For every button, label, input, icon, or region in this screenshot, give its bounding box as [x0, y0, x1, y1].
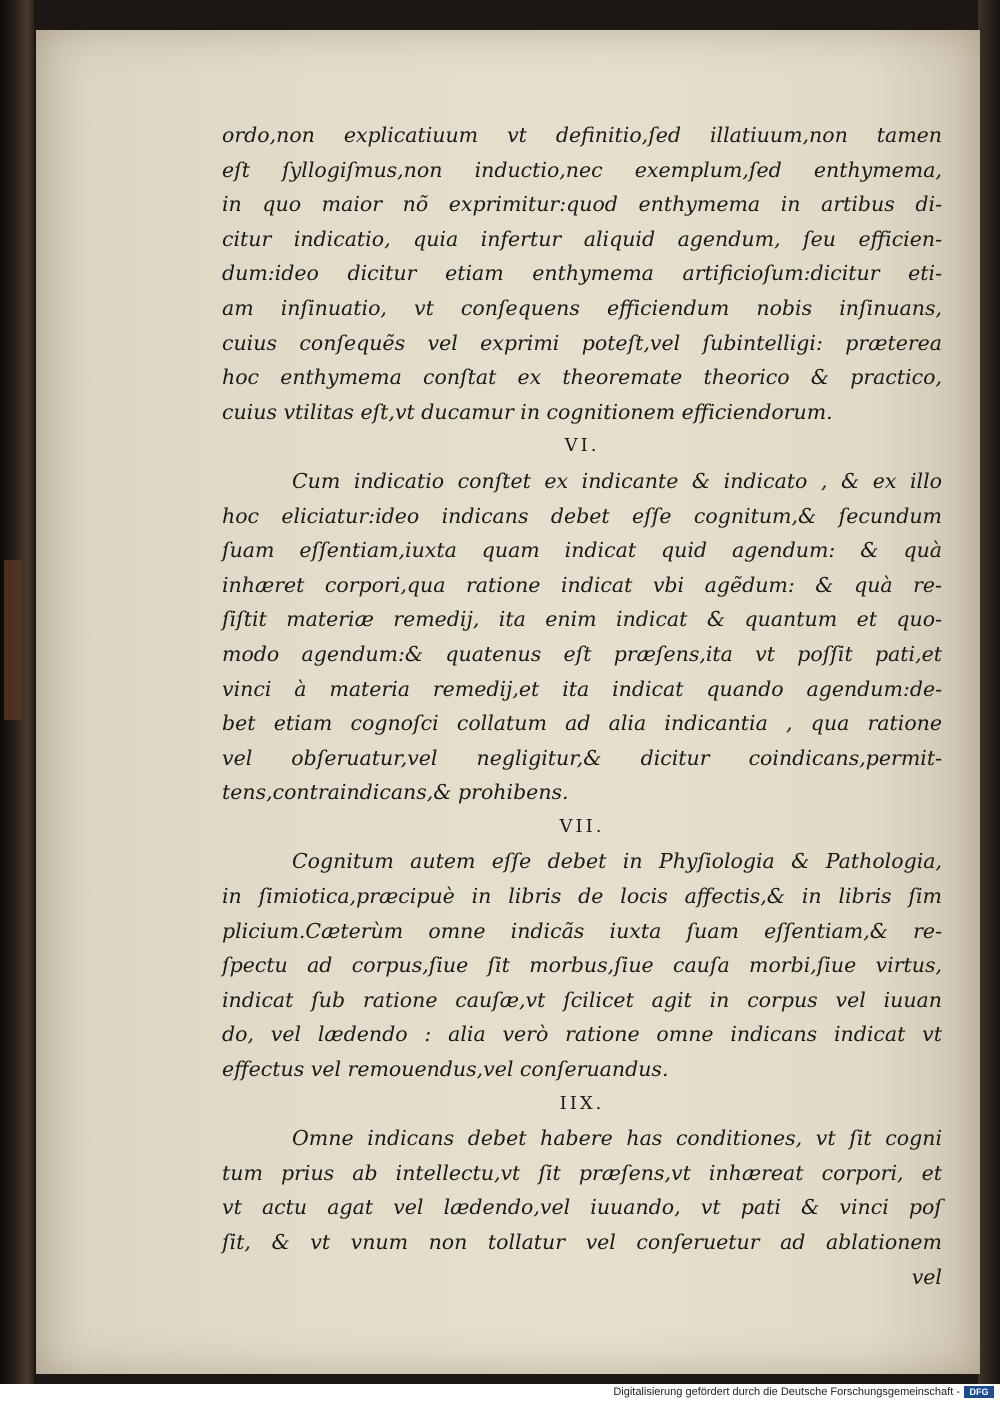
section-heading: VII.	[559, 815, 605, 837]
text-line: vel obſeruatur,vel negligitur,& dicitur coindicans,permit-	[222, 745, 942, 770]
section-heading: VI.	[564, 435, 600, 457]
text-line: ſpectu ad corpus,ſiue ſit morbus,ſiue cauſa morbi,ſiue virtus,	[222, 953, 942, 978]
text-line: ſit, & vt vnum non tollatur vel conſeruetur ad ablationem	[222, 1230, 942, 1254]
text-line: tens,contraindicans,& prohibens.	[222, 780, 569, 805]
text-line: vt actu agat vel lӕdendo,vel iuuando, vt pati & vinci poſ	[222, 1195, 942, 1220]
text-line: hoc eliciatur:ideo indicans debet eſſe cognitum,& ſecundum	[222, 503, 942, 528]
text-line: plicium.Cӕterùm omne indicãs iuxta ſuam eſſentiam,& re-	[222, 918, 942, 943]
text-line: modo agendum:& quatenus eſt prӕſens,ita vt poſſit pati,et	[222, 641, 942, 666]
text-line: bet etiam cognoſci collatum ad alia indicantia , qua ratione	[222, 711, 942, 736]
text-line: Cum indicatio conſtet ex indicante & indicato , & ex illo	[292, 468, 942, 493]
latin-text-body	[222, 118, 942, 1294]
text-line: Cognitum autem eſſe debet in Phyſiologia & Pathologia,	[292, 849, 942, 874]
text-line: indicat ſub ratione cauſӕ,vt ſcilicet agit in corpus vel iuuan	[222, 987, 942, 1012]
text-line: cuius conſequẽs vel exprimi poteſt,vel ſubintelligi: prӕterea	[222, 330, 942, 355]
text-line: am inſinuatio, vt conſequens efficiendum nobis inſinuans,	[222, 295, 942, 320]
text-line: eſt ſyllogiſmus,non inductio,nec exemplum,ſed enthymema,	[222, 157, 942, 182]
text-line: ordo,non explicatiuum vt definitio,ſed illatiuum,non tamen	[222, 123, 942, 147]
text-line: cuius vtilitas eſt,vt ducamur in cognitionem efficiendorum.	[222, 399, 833, 424]
text-line: dum:ideo dicitur etiam enthymema artificioſum:dicitur eti-	[222, 261, 942, 286]
text-line: ſiſtit materiӕ remedij, ita enim indicat & quantum et quo-	[222, 607, 942, 632]
binding-strip	[4, 560, 22, 720]
funding-credit: Digitalisierung gefördert durch die Deutsche Forschungsgemeinschaft -	[613, 1386, 960, 1398]
text-line: do, vel lӕdendo : alia verò ratione omne indicans indicat vt	[222, 1022, 942, 1047]
text-line: in quo maior nõ exprimitur:quod enthymema in artibus di-	[222, 192, 942, 217]
catchword: vel	[911, 1264, 942, 1289]
text-line: citur indicatio, quia infertur aliquid agendum, ſeu efficien-	[222, 226, 942, 251]
book-right-edge	[978, 0, 1000, 1384]
section-heading: IIX.	[559, 1092, 605, 1114]
text-line: Omne indicans debet habere has conditiones, vt ſit cogni	[292, 1126, 942, 1151]
text-line: vinci à materia remedij,et ita indicat quando agendum:de-	[222, 676, 942, 701]
text-line: tum prius ab intellectu,vt ſit prӕſens,vt inhӕreat corpori, et	[222, 1160, 942, 1185]
dfg-logo-icon: DFG	[964, 1386, 994, 1398]
text-line: hoc enthymema conſtat ex theoremate theorico & practico,	[222, 365, 942, 390]
text-line: effectus vel remouendus,vel conſeruandus.	[222, 1057, 669, 1082]
text-line: ſuam eſſentiam,iuxta quam indicat quid agendum: & quà	[222, 538, 942, 563]
text-line: in ſimiotica,prӕcipuè in libris de locis affectis,& in libris ſim	[222, 884, 942, 909]
text-line: inhӕret corpori,qua ratione indicat vbi agẽdum: & quà re-	[222, 572, 942, 597]
digitization-footer	[0, 1384, 1000, 1402]
